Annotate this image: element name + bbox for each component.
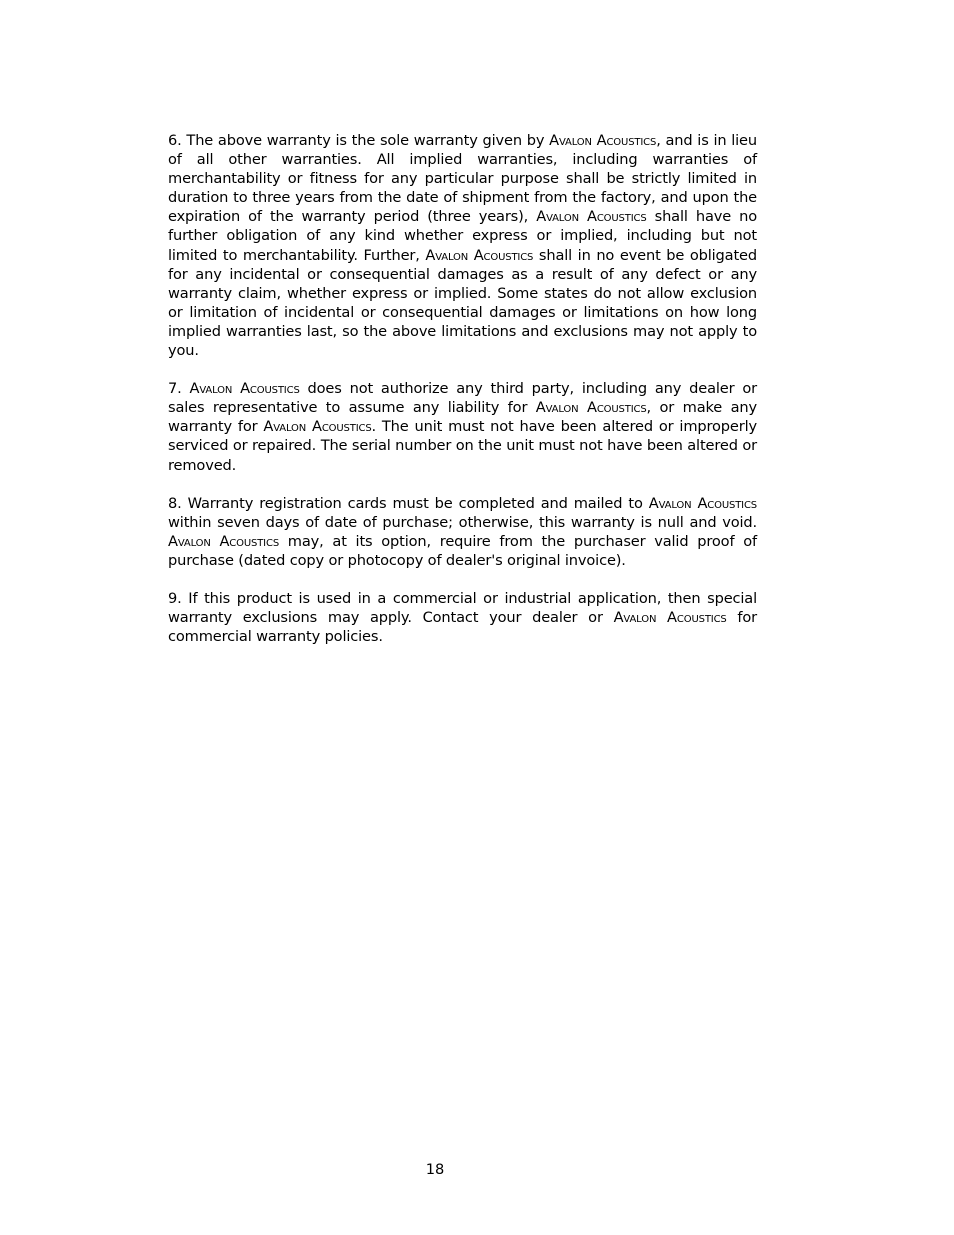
brand-name: Avalon Acoustics (549, 132, 657, 149)
brand-name: Avalon Acoustics (648, 494, 758, 512)
brand-name: Avalon Acoustics (168, 532, 280, 550)
page-number: 18 (425, 1161, 445, 1178)
paragraph-text: 7. (168, 380, 190, 398)
paragraph-text: , or make any warranty for (168, 399, 757, 436)
brand-name: Avalon Acoustics (263, 418, 372, 436)
paragraph-text: 8. Warranty registration cards must be completed and mailed to (168, 494, 649, 512)
paragraph-text: may, at its option, require from the purchaser valid proof of purchase (dated copy or photocopy of dealer's original invoice). (168, 532, 757, 569)
paragraph-text: 6. The above warranty is the sole warranty given by (168, 132, 550, 149)
brand-name: Avalon Acoustics (425, 246, 534, 264)
paragraph-text: 9. If this product is used in a commercial or industrial application, then special warranty exclusions may apply. Contact your dealer or (168, 589, 757, 627)
document-body (168, 131, 757, 665)
brand-name: Avalon Acoustics (536, 208, 647, 226)
paragraph-text: shall have no further obligation of any kind whether express or implied, including but not limited to merchantability. Further, (168, 208, 757, 264)
paragraph-text: . The unit must not have been altered or improperly serviced or repaired. The serial number on the unit must not have been altered or removed. (168, 418, 757, 474)
paragraph-9 (168, 589, 757, 646)
paragraph-8 (168, 494, 757, 570)
paragraph-text: shall in no event be obligated for any incidental or consequential damages as a result of any defect or any warranty claim, whether express or implied. Some states do not allow exclusion or limitation of incidental or consequential damages or limitations on how long implied warranties last, so the above limitations and exclusions may not apply to you. (168, 246, 757, 360)
paragraph-text: does not authorize any third party, including any dealer or sales representative to assume any liability for (168, 380, 757, 417)
brand-name: Avalon Acoustics (613, 609, 727, 627)
paragraph-text: within seven days of date of purchase; otherwise, this warranty is null and void. (168, 513, 757, 531)
paragraph-7 (168, 379, 757, 474)
paragraph-text: , and is in lieu of all other warranties. All implied warranties, including warranties of merchantability or fitness for any particular purpose shall be strictly limited in duration to three years from the date of shipment from the factory, and upon the expiration of the warranty period (three years), (168, 132, 757, 226)
paragraph-6 (168, 131, 757, 360)
brand-name: Avalon Acoustics (535, 399, 647, 417)
paragraph-text: for commercial warranty policies. (168, 609, 757, 646)
brand-name: Avalon Acoustics (189, 380, 300, 398)
